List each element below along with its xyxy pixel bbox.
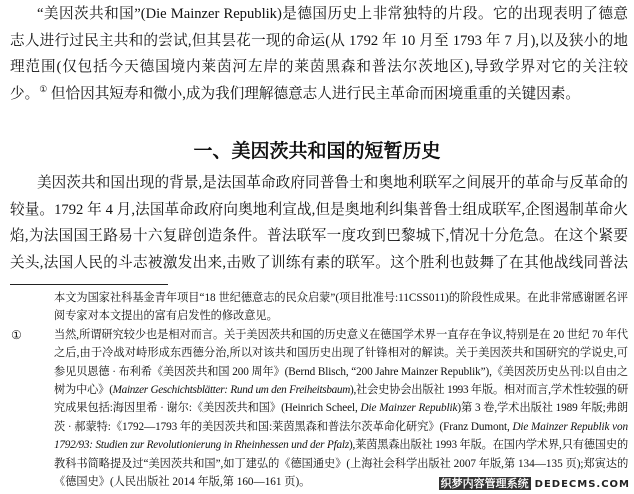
text-line [54, 345, 628, 361]
watermark-text: 织梦内容管理系统 [440, 477, 529, 490]
text-segment: Die Mainzer Republik von [512, 420, 628, 433]
text-segment: 教科书简略提及过“美因茨共和国”,如丁建弘的《德国通史》(上海社会科学出版社 2007 年版,第 134—135 页);郑寅达的 [54, 457, 629, 470]
section-heading: 一、美因茨共和国的短暂历史 [193, 140, 441, 162]
text-line [54, 419, 628, 435]
text-segment: 本文为国家社科基金青年项目“18 世纪德意志的民众启蒙”(项目批准号:11CSS011)的阶段性成果。在此非常感谢匿名评 [54, 292, 628, 304]
text-segment: 当然,所谓研究较少也是相对而言。关于美因茨共和国的历史意义在德国学术界一直存在争议,特别是在 20 世纪 70 年代 [54, 328, 628, 341]
text-line [54, 308, 628, 324]
footnote-divider [10, 284, 168, 285]
text-segment: 关头,法国人民的斗志被激发出来,击败了训练有素的联军。这个胜利也鼓舞了在其他战线同普法 [10, 254, 628, 271]
text-segment: 理范围(仅包括今天德国境内莱茵河左岸的莱茵黑森和普法尔茨地区),导致学界对它的关注较 [10, 59, 628, 76]
text-line [54, 400, 628, 416]
text-line [54, 290, 628, 306]
text-segment: )第 3 卷,学术出版社 1989 年版;弗朗 [457, 402, 628, 415]
text-line [54, 382, 628, 398]
text-line [37, 173, 628, 193]
text-line [54, 327, 628, 343]
text-line [54, 456, 628, 472]
text-line [10, 84, 628, 104]
text-line [54, 364, 628, 380]
footnote-reference[interactable]: ① [39, 83, 48, 94]
text-line [37, 4, 628, 24]
text-line [10, 200, 628, 220]
text-segment: 参见贝恩德 · 布利希《美因茨共和国 200 周年》(Bernd Blisch, “200 Jahre Mainzer Republik”),《美因茨历史丛刊:以自由之 [54, 365, 628, 378]
watermark-logo [439, 473, 630, 491]
text-segment: 较量。1792 年 4 月,法国革命政府向奥地利宣战,但是奥地利纠集普鲁士组成联军,企图遏制革命火 [10, 201, 628, 218]
text-segment: 《德国史》(人民出版社 2014 年版,第 160—161 页)。 [54, 476, 311, 488]
text-segment: Mainzer Geschichtsblätter: Rund um den Freiheitsbaum [112, 384, 351, 396]
text-line [54, 437, 628, 453]
text-segment: 阅专家对本文提出的富有启发性的修改意见。 [54, 310, 278, 323]
text-segment: Die Mainzer Republik [360, 402, 458, 415]
text-segment: “美因茨共和国”(Die Mainzer Republik)是德国历史上非常独特的片段。它的出现表明了德意 [37, 6, 628, 22]
text-segment: 志人进行过民主共和的尝试,但其昙花一现的命运(从 1792 年 10 月至 1793 年 7 月),以及狭小的地 [10, 32, 628, 49]
text-line [10, 57, 628, 77]
text-segment: 茨 · 郝蒙特:《1792—1793 年的美因茨共和国:莱茵黑森和普法尔茨革命化研究》(Franz Dumont, [54, 420, 513, 433]
text-line [10, 31, 628, 51]
text-segment: 树为中心》( [54, 384, 113, 396]
text-segment: 美因茨共和国出现的背景,是法国革命政府同普鲁士和奥地利联军之间展开的革命与反革命的 [37, 175, 628, 191]
watermark-url: DEDECMS.COM [534, 479, 630, 490]
text-segment: ),莱茵黑森出版社 1993 年版。在国内学术界,只有德国史的 [349, 439, 629, 452]
text-line [10, 253, 628, 273]
text-segment: 少。 [10, 85, 40, 102]
footnote-marker: ① [11, 328, 22, 342]
text-segment: 1792/93: Studien zur Revolutionierung in Rheinhessen und der Pfalz [54, 439, 349, 452]
text-line [10, 226, 628, 246]
text-segment: 焰,为法国国王路易十六复辟创造条件。普法联军一度攻到巴黎城下,情况十分危急。在这个紧要 [10, 228, 628, 245]
text-segment: 之后,由于冷战对峙形成东西德分治,所以对该共和国历史出现了针锋相对的解读。关于美因茨共和国研究的学说史,可 [54, 347, 628, 360]
text-segment: ),社会史协会出版社 1993 年版。相对而言,学术性较强的研 [350, 384, 628, 396]
text-segment: 究成果包括:海因里希 · 谢尔:《美因茨共和国》(Heinrich Scheel, [54, 402, 361, 415]
text-segment: 但恰因其短寿和微小,成为我们理解德意志人进行民主革命而困境重重的关键因素。 [47, 85, 580, 102]
